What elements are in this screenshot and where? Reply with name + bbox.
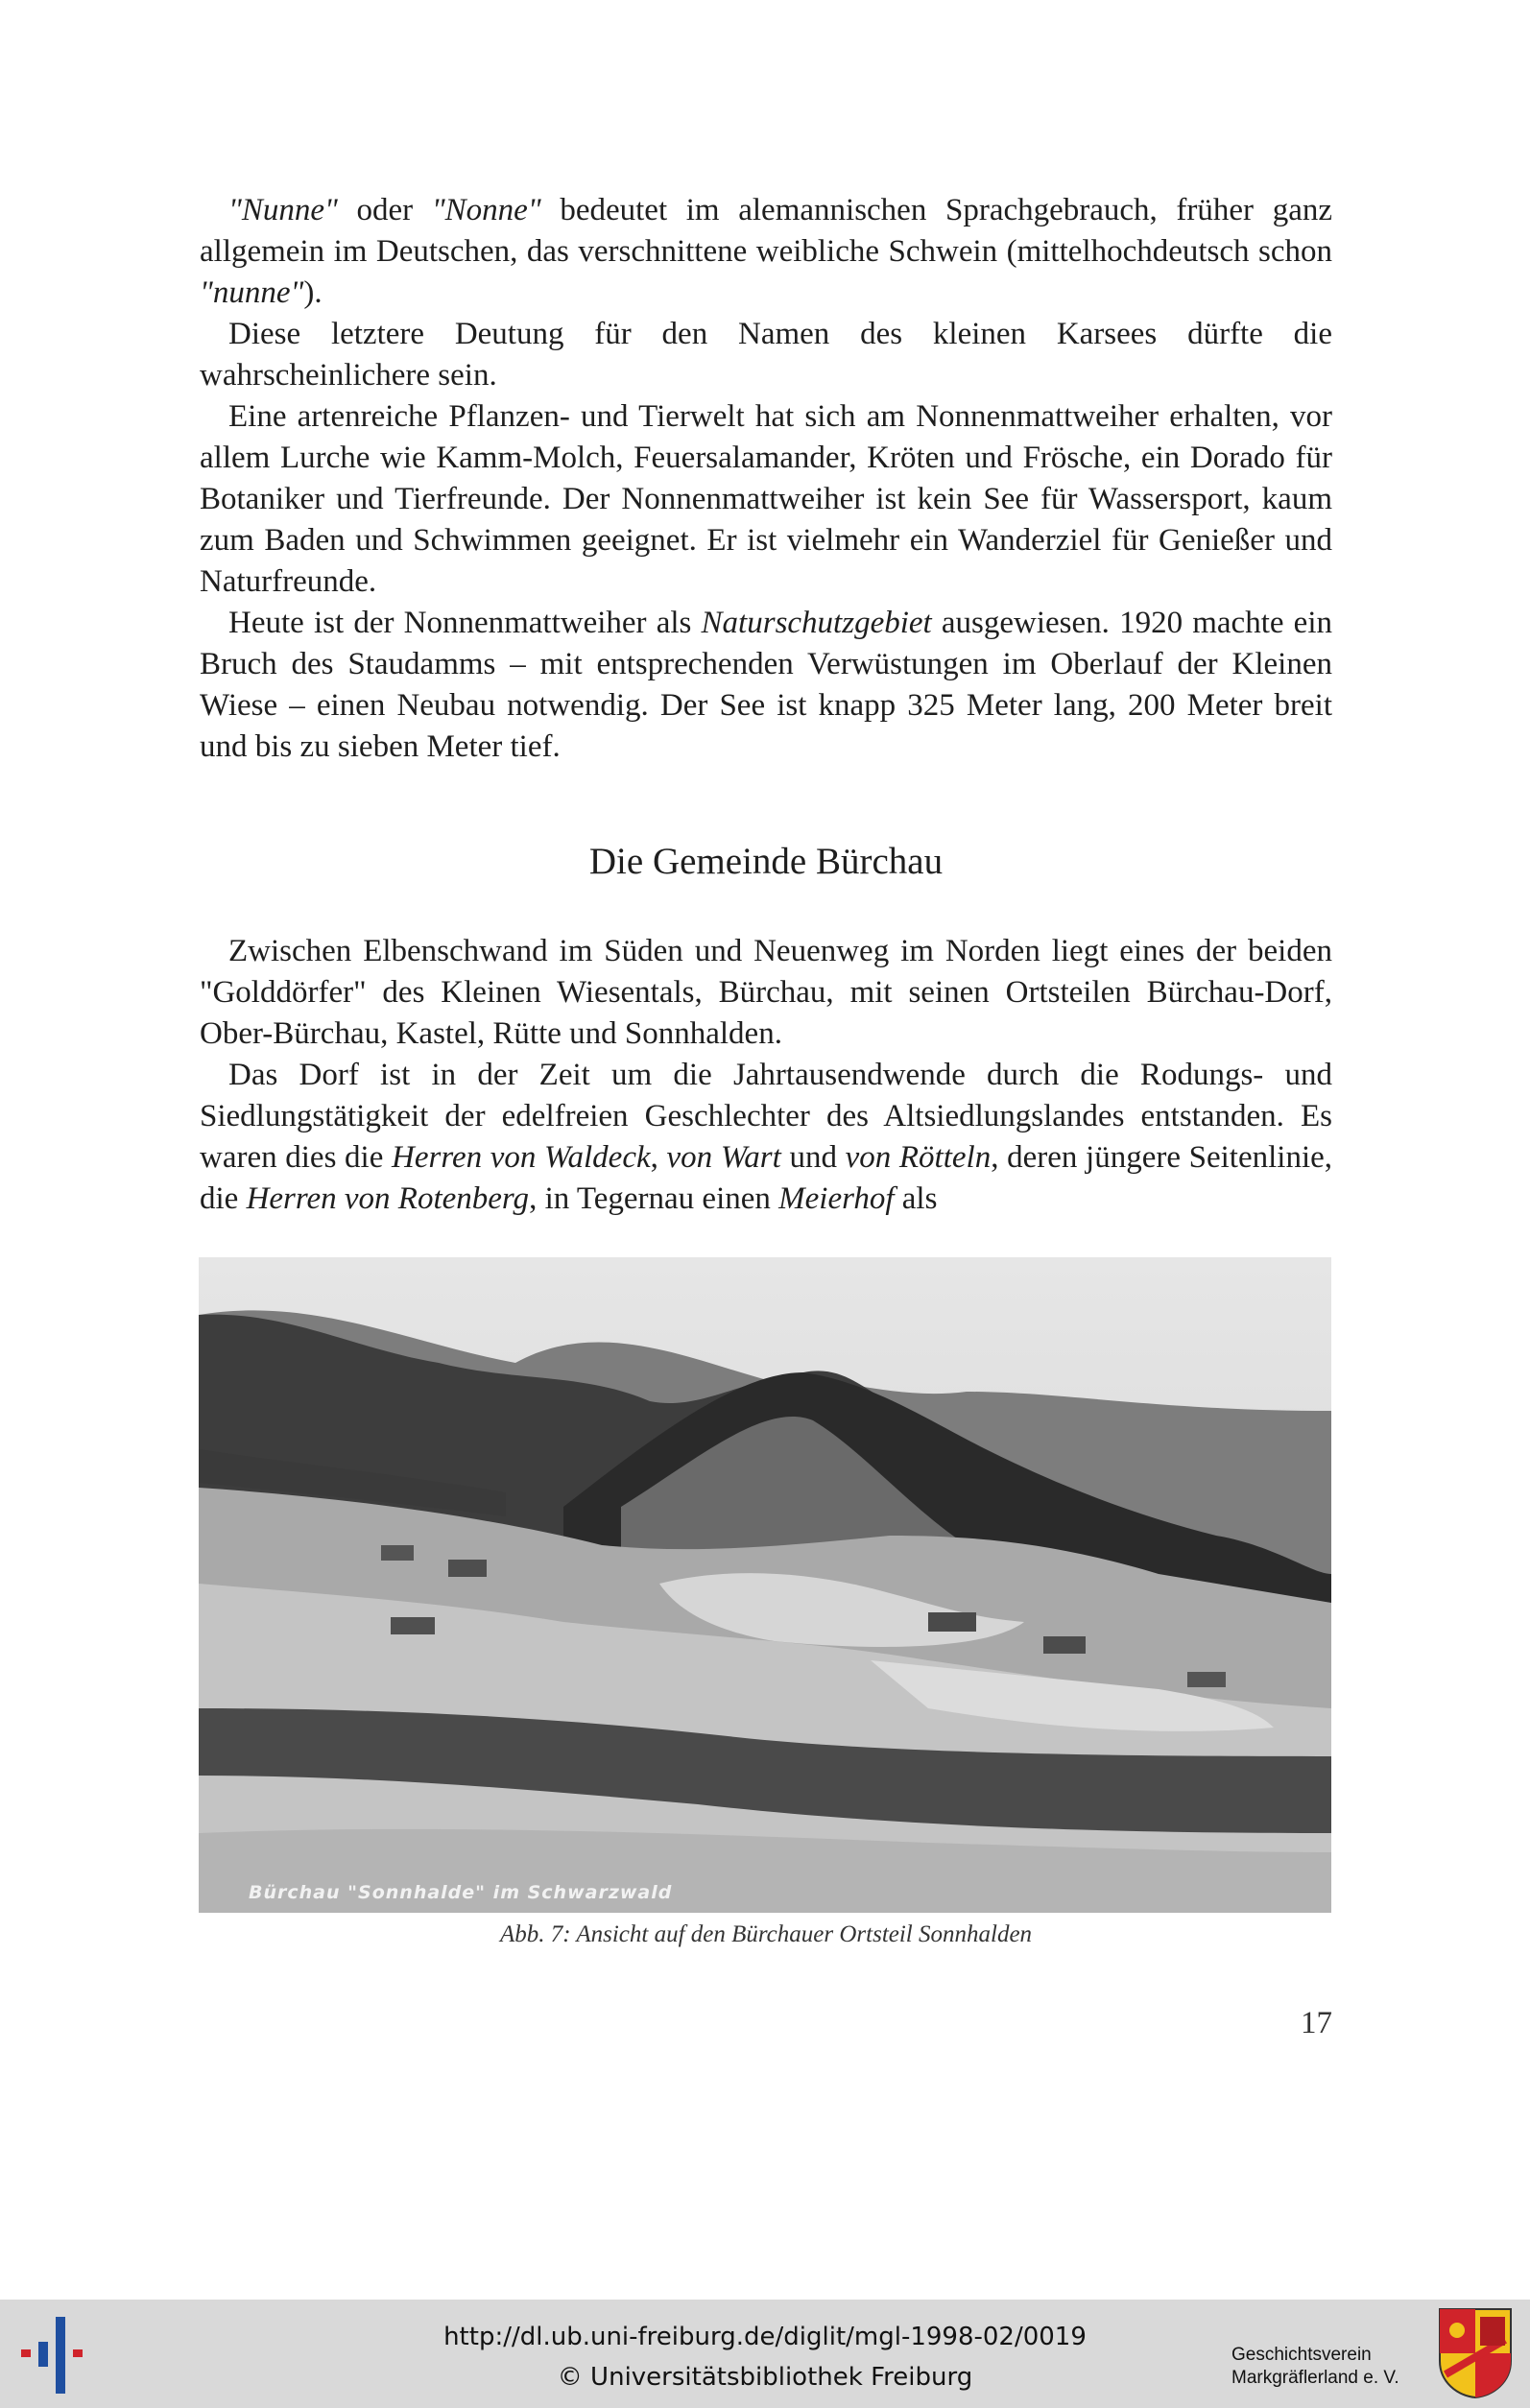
italic-term: Naturschutzgebiet [701, 606, 932, 640]
society-name [1231, 2344, 1399, 2390]
text-run: ). [303, 275, 323, 310]
text-run: als [894, 1181, 938, 1216]
text-run: Eine artenreiche Pflanzen- und Tierwelt hat sich am Nonnenmattweiher erhalten, vor allem Lurche wie Kamm-Molch, Feuersalamander, Kröten und Frösche, ein Dorado für Botaniker und Tierfreunde. Der Nonnenmattweiher ist kein See für Wassersport, kaum zum Baden und Schwimmen geeignet. Er ist vielmehr ein Wanderziel für Genießer und Naturfreunde. [200, 399, 1332, 599]
permalink-url[interactable]: http://dl.ub.uni-freiburg.de/diglit/mgl-1998-02/0019 [443, 2323, 1087, 2351]
text-run: Zwischen Elbenschwand im Süden und Neuenweg im Norden liegt eines der beiden "Golddörfer" des Kleinen Wiesentals, Bürchau, mit seinen Ortsteilen Bürchau-Dorf, Ober-Bürchau, Kastel, Rütte und Sonnhalden. [200, 934, 1332, 1051]
upper-text-block [200, 190, 1332, 768]
text-run: Heute ist der Nonnenmattweiher als [228, 606, 702, 640]
text-run: , in Tegernau einen [529, 1181, 779, 1216]
italic-term: von Rötteln [845, 1140, 992, 1175]
text-run: und [780, 1140, 846, 1175]
coat-of-arms-icon[interactable] [1438, 2307, 1513, 2399]
text-run: Das Dorf ist in der Zeit um die Jahrtausendwende durch die Rodungs- und Siedlungstätigkeit der edelfreien Geschlechter des Altsiedlungslandes entstanden. Es waren dies die [200, 1058, 1332, 1175]
text-run: , deren jüngere Seitenlinie, die [200, 1140, 1333, 1216]
landscape-photo-drawing [199, 1257, 1331, 1913]
page-number: 17 [1301, 2006, 1332, 2040]
photo-inscription: Bürchau "Sonnhalde" im Schwarzwald [249, 1882, 673, 1903]
figure-caption: Abb. 7: Ansicht auf den Bürchauer Ortsteil Sonnhalden [499, 1921, 1033, 1947]
section-heading: Die Gemeinde Bürchau [588, 841, 944, 882]
text-run: , [650, 1140, 667, 1175]
society-line-2: Markgräflerland e. V. [1231, 2368, 1399, 2388]
paragraph [200, 190, 1332, 314]
italic-term: von Wart [666, 1140, 781, 1175]
italic-term: "nunne" [200, 275, 304, 310]
text-run: ausgewiesen. 1920 machte ein Bruch des Staudamms – mit entsprechenden Verwüstungen im Oberlauf der Kleinen Wiese – einen Neubau notwendig. Der See ist knapp 325 Meter lang, 200 Meter breit und bis zu sieben Meter tief. [200, 606, 1332, 764]
italic-term: Meierhof [778, 1181, 895, 1216]
copyright-text: © Universitätsbibliothek Freiburg [557, 2363, 973, 2392]
paragraph [200, 396, 1332, 603]
paragraph [200, 603, 1332, 768]
lower-text-block [200, 931, 1332, 1220]
paragraph [200, 1055, 1332, 1220]
landscape-photo [199, 1257, 1331, 1913]
italic-term: "Nonne" [431, 193, 541, 227]
footer-bar [0, 2300, 1530, 2408]
text-run: Diese letztere Deutung für den Namen des kleinen Karsees dürfte die wahrscheinlichere sein. [200, 317, 1332, 393]
text-run: bedeutet im alemannischen Sprachgebrauch, früher ganz allgemein im Deutschen, das verschnittene weibliche Schwein (mittelhochdeutsch schon [200, 193, 1332, 269]
paragraph [200, 931, 1332, 1055]
italic-term: "Nunne" [228, 193, 338, 227]
italic-term: Herren von Waldeck [392, 1140, 651, 1175]
italic-term: Herren von Rotenberg [246, 1181, 530, 1216]
society-line-1: Geschichtsverein [1231, 2345, 1372, 2365]
paragraph [200, 314, 1332, 396]
text-run: oder [337, 193, 432, 227]
